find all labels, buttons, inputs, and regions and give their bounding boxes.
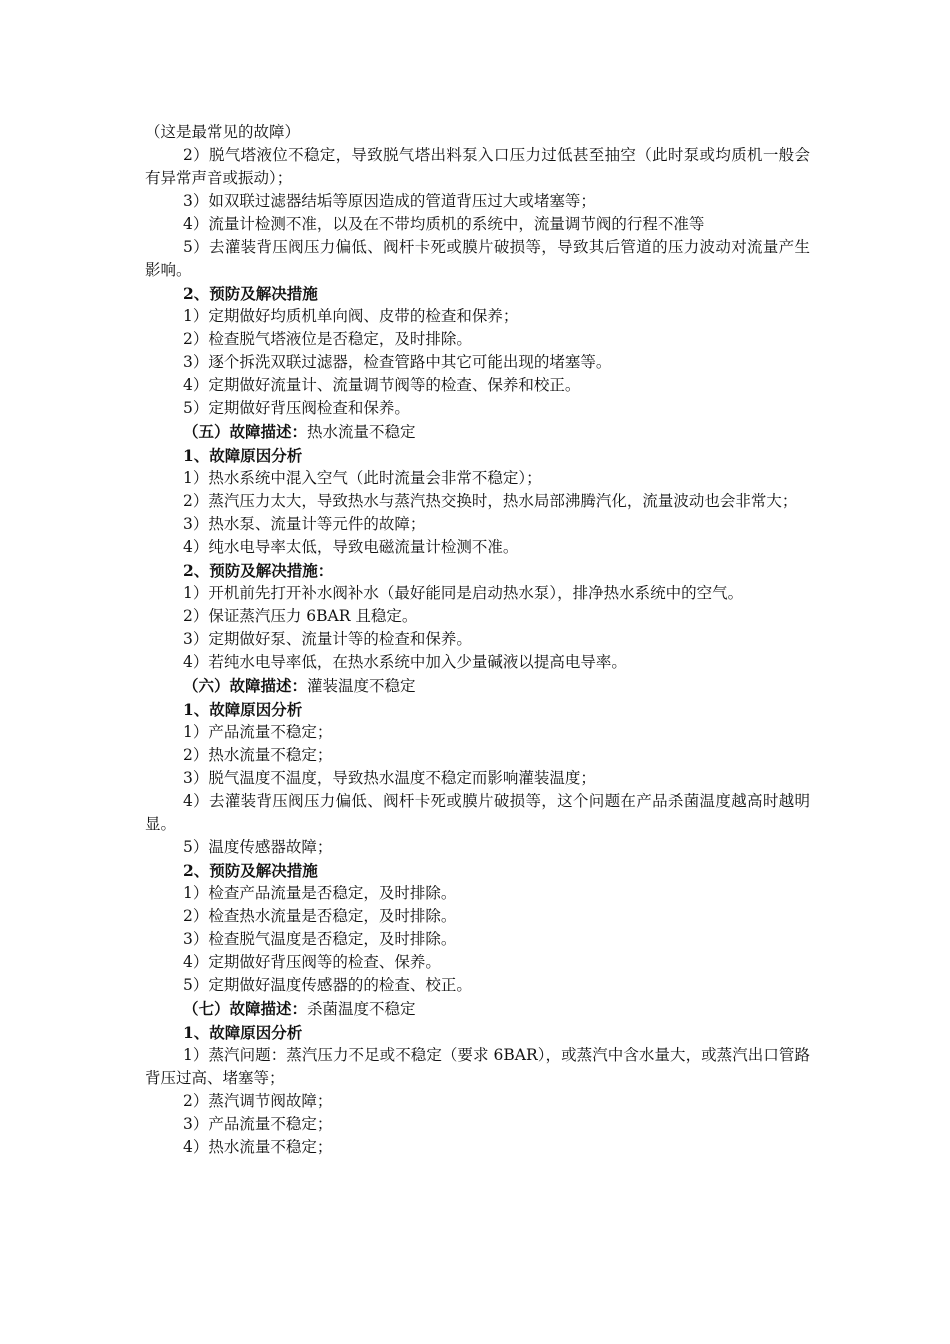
paragraph: 1）开机前先打开补水阀补水（最好能同是启动热水泵），排净热水系统中的空气。 <box>183 584 744 602</box>
section-heading: 2、预防及解决措施 <box>183 861 318 880</box>
fault-title: 杀菌温度不稳定 <box>307 1000 416 1018</box>
text-line: （这是最常见的故障） <box>145 123 301 141</box>
text-line: 4）定期做好背压阀等的检查、保养。 <box>183 953 441 971</box>
section-heading: 1、故障原因分析 <box>183 446 303 465</box>
text-line: 2）保证蒸汽压力 6BAR 且稳定。 <box>183 607 418 625</box>
text-line: 4）若纯水电导率低，在热水系统中加入少量碱液以提高电导率。 <box>183 653 627 671</box>
fault-label: （七）故障描述： <box>183 999 308 1018</box>
paragraph: 4）去灌装背压阀压力偏低、阀杆卡死或膜片破损等，这个问题在产品杀菌温度越高时越明显。 <box>145 792 810 833</box>
text-line: 2）蒸汽调节阀故障； <box>183 1092 333 1110</box>
text-line: 5）定期做好温度传感器的的检查、校正。 <box>183 976 472 994</box>
fault-heading <box>145 674 810 698</box>
text-line: 3）检查脱气温度是否稳定，及时排除。 <box>183 930 457 948</box>
text-line: 1）定期做好均质机单向阀、皮带的检查和保养； <box>183 307 519 325</box>
paragraph: 2）脱气塔液位不稳定，导致脱气塔出料泵入口压力过低甚至抽空（此时泵或均质机一般会有异常声音或振动）； <box>145 146 810 187</box>
text-line: 1）产品流量不稳定； <box>183 723 333 741</box>
paragraph: 1）蒸汽问题：蒸汽压力不足或不稳定（要求 6BAR），或蒸汽中含水量大，或蒸汽出口管路背压过高、堵塞等； <box>145 1046 810 1087</box>
section-heading: 1、故障原因分析 <box>183 1023 303 1042</box>
text-line: 2）检查脱气塔液位是否稳定，及时排除。 <box>183 330 472 348</box>
text-line: 4）定期做好流量计、流量调节阀等的检查、保养和校正。 <box>183 376 581 394</box>
text-line: 5）定期做好背压阀检查和保养。 <box>183 399 410 417</box>
text-line: 5）温度传感器故障； <box>183 838 333 856</box>
section-heading: 2、预防及解决措施： <box>183 561 334 580</box>
fault-title: 热水流量不稳定 <box>307 423 416 441</box>
text-line: 4）流量计检测不准，以及在不带均质机的系统中，流量调节阀的行程不准等 <box>183 215 705 233</box>
text-line: 2）热水流量不稳定； <box>183 746 333 764</box>
fault-title: 灌装温度不稳定 <box>307 677 416 695</box>
fault-label: （六）故障描述： <box>183 676 308 695</box>
text-line: 3）热水泵、流量计等元件的故障； <box>183 515 426 533</box>
text-line: 4）热水流量不稳定； <box>183 1138 333 1156</box>
section-heading: 1、故障原因分析 <box>183 700 303 719</box>
fault-heading <box>145 997 810 1021</box>
document-page <box>145 121 810 1159</box>
text-line: 1）检查产品流量是否稳定，及时排除。 <box>183 884 457 902</box>
text-line: 3）定期做好泵、流量计等的检查和保养。 <box>183 630 472 648</box>
fault-heading <box>145 420 810 444</box>
paragraph: 2）蒸汽压力太大，导致热水与蒸汽热交换时，热水局部沸腾汽化，流量波动也会非常大； <box>183 492 798 510</box>
paragraph: 5）去灌装背压阀压力偏低、阀杆卡死或膜片破损等，导致其后管道的压力波动对流量产生影响。 <box>145 238 810 279</box>
text-line: 3）脱气温度不温度，导致热水温度不稳定而影响灌装温度； <box>183 769 596 787</box>
text-line: 3）产品流量不稳定； <box>183 1115 333 1133</box>
text-line: 3）如双联过滤器结垢等原因造成的管道背压过大或堵塞等； <box>183 192 596 210</box>
text-line: 2）检查热水流量是否稳定，及时排除。 <box>183 907 457 925</box>
fault-label: （五）故障描述： <box>183 422 308 441</box>
text-line: 4）纯水电导率太低，导致电磁流量计检测不准。 <box>183 538 519 556</box>
section-heading: 2、预防及解决措施 <box>183 284 318 303</box>
text-line: 3）逐个拆洗双联过滤器，检查管路中其它可能出现的堵塞等。 <box>183 353 612 371</box>
text-line: 1）热水系统中混入空气（此时流量会非常不稳定）； <box>183 469 542 487</box>
